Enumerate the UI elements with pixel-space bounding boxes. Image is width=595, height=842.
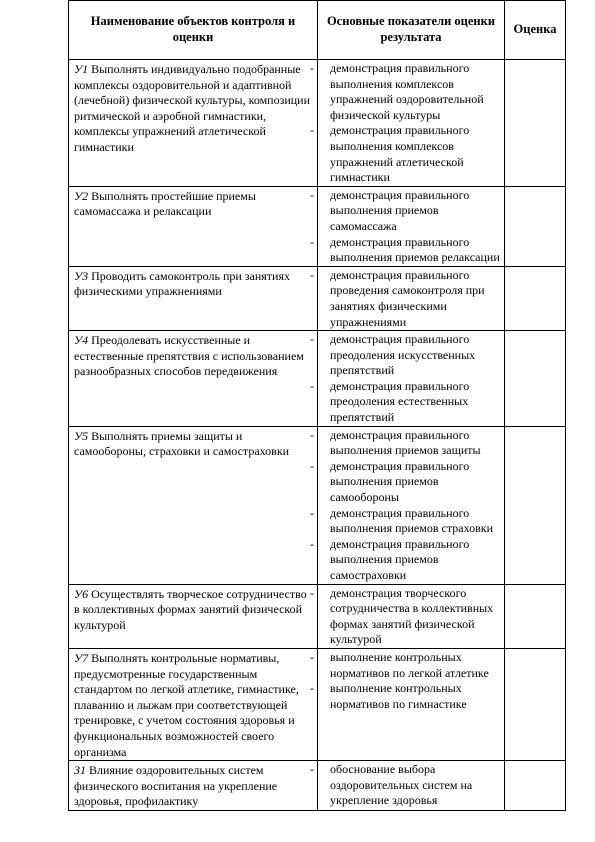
assessment-table	[68, 0, 566, 811]
dash-bullet-icon: -	[310, 378, 314, 393]
grade-cell	[505, 186, 566, 266]
object-code: У2	[74, 188, 89, 203]
indicator-text: демонстрация правильного выполнения приемов релаксации	[330, 234, 500, 265]
dash-bullet-icon: -	[310, 536, 314, 551]
indicators-cell	[310, 186, 505, 266]
dash-bullet-icon: -	[310, 458, 314, 473]
object-cell	[69, 331, 318, 427]
object-text: Преодолевать искусственные и естественные препятствия с использованием разнообразных способов передвижения	[74, 333, 304, 379]
dash-bullet-icon: -	[310, 123, 314, 138]
table-row	[69, 186, 566, 266]
header-objects	[69, 1, 318, 60]
object-text: Выполнять простейшие приемы самомассажа и релаксации	[74, 188, 256, 219]
indicator-item	[310, 762, 500, 809]
indicator-item	[310, 681, 500, 712]
indicator-item	[310, 378, 500, 426]
dash-bullet-icon: -	[310, 681, 314, 696]
header-grade	[505, 1, 566, 60]
header-indicators-label: Основные показатели оценки результата	[326, 14, 496, 44]
grade-cell	[505, 648, 566, 760]
dash-bullet-icon: -	[310, 585, 314, 600]
indicator-item	[310, 458, 500, 506]
indicator-text: выполнение контрольных нормативов по гимнастике	[330, 681, 467, 711]
indicator-text: демонстрация правильного проведения самоконтроля при занятиях физическими упражнениями	[330, 267, 485, 329]
dash-bullet-icon: -	[310, 427, 314, 442]
grade-cell	[505, 584, 566, 648]
indicator-text: демонстрация правильного преодоления искусственных препятствий	[330, 332, 476, 378]
indicator-text: демонстрация творческого сотрудничества в коллективных формах занятий физической культурой	[330, 585, 494, 647]
indicator-item	[310, 505, 500, 537]
indicator-item	[310, 187, 500, 235]
indicator-text: выполнение контрольных нормативов по легкой атлетике	[330, 649, 489, 680]
table-row	[69, 761, 566, 811]
indicator-text: демонстрация правильного выполнения приемов самомассажа	[330, 187, 470, 233]
object-code: У4	[74, 333, 89, 348]
indicators-cell	[310, 426, 505, 584]
object-code: У3	[74, 268, 89, 283]
table-header-row	[69, 1, 566, 60]
object-cell	[69, 60, 318, 187]
indicator-text: демонстрация правильного выполнения приемов страховки	[330, 505, 494, 536]
indicator-item	[310, 427, 500, 459]
indicators-cell	[310, 584, 505, 648]
object-text: Выполнять контрольные нормативы, предусмотренные государственным стандартом по легкой атлетике, гимнастике, плаванию и лыжам при соответствующей тренировке, с учетом состояния здоровья и функциональных возможностей своего организма	[74, 650, 299, 759]
grade-cell	[505, 426, 566, 584]
object-text: Проводить самоконтроль при занятиях физическими упражнениями	[74, 268, 290, 299]
object-cell	[69, 584, 318, 648]
header-objects-label: Наименование объектов контроля и оценки	[90, 14, 296, 44]
indicator-item	[310, 649, 500, 681]
object-code: У5	[74, 428, 89, 443]
indicators-cell	[310, 266, 505, 330]
object-cell	[69, 426, 318, 584]
dash-bullet-icon: -	[310, 267, 314, 282]
table-row	[69, 331, 566, 427]
dash-bullet-icon: -	[310, 332, 314, 347]
indicator-item	[310, 332, 500, 379]
object-text: Осуществлять творческое сотрудничество в коллективных формах занятий физической культурой	[74, 586, 307, 632]
grade-cell	[505, 266, 566, 330]
table-row	[69, 266, 566, 330]
object-text: Выполнять индивидуально подобранные комплексы оздоровительной и адаптивной (лечебной) физической культуры, композиции ритмической и аэробной гимнастики, комплексы упражнений атлетической гимнастики	[74, 62, 311, 154]
object-text: Влияние оздоровительных систем физического воспитания на укрепление здоровья, профилактику	[74, 763, 278, 809]
header-indicators	[318, 1, 505, 60]
indicator-text: демонстрация правильного преодоления естественных препятствий	[330, 378, 470, 425]
object-cell	[69, 761, 318, 811]
indicators-cell	[310, 648, 505, 760]
object-cell	[69, 648, 318, 760]
dash-bullet-icon: -	[310, 61, 314, 75]
table-row	[69, 584, 566, 648]
indicator-text: демонстрация правильного выполнения приемов самообороны	[330, 458, 470, 505]
object-code: У6	[74, 586, 89, 601]
table-row	[69, 60, 566, 187]
indicator-text: демонстрация правильного выполнения комплексов упражнений оздоровительной физической культуры	[330, 61, 484, 122]
indicators-cell	[310, 331, 505, 427]
indicator-text: демонстрация правильного выполнения приемов защиты	[330, 427, 481, 458]
table-row	[69, 426, 566, 584]
object-cell	[69, 186, 318, 266]
object-code: З1	[74, 763, 86, 778]
indicator-item	[310, 61, 500, 123]
indicator-text: демонстрация правильного выполнения комплексов упражнений атлетической гимнастики	[330, 123, 470, 185]
object-code: У1	[74, 62, 89, 76]
indicator-item	[310, 536, 500, 584]
indicator-text: демонстрация правильного выполнения приемов самостраховки	[330, 536, 470, 582]
dash-bullet-icon: -	[310, 505, 314, 520]
indicator-item	[310, 123, 500, 185]
object-cell	[69, 266, 318, 330]
grade-cell	[505, 60, 566, 187]
indicator-text: обоснование выбора оздоровительных систем на укрепление здоровья	[330, 762, 473, 808]
object-code: У7	[74, 650, 89, 665]
grade-cell	[505, 761, 566, 811]
table-row	[69, 648, 566, 760]
dash-bullet-icon: -	[310, 187, 314, 202]
indicator-item	[310, 585, 500, 648]
header-grade-label: Оценка	[513, 22, 557, 37]
indicator-item	[310, 234, 500, 266]
indicators-cell	[310, 60, 505, 187]
indicators-cell	[310, 761, 505, 811]
object-text: Выполнять приемы защиты и самообороны, страховки и самостраховки	[74, 428, 290, 459]
dash-bullet-icon: -	[310, 649, 314, 664]
dash-bullet-icon: -	[310, 762, 314, 777]
indicator-item	[310, 267, 500, 330]
dash-bullet-icon: -	[310, 234, 314, 249]
grade-cell	[505, 331, 566, 427]
